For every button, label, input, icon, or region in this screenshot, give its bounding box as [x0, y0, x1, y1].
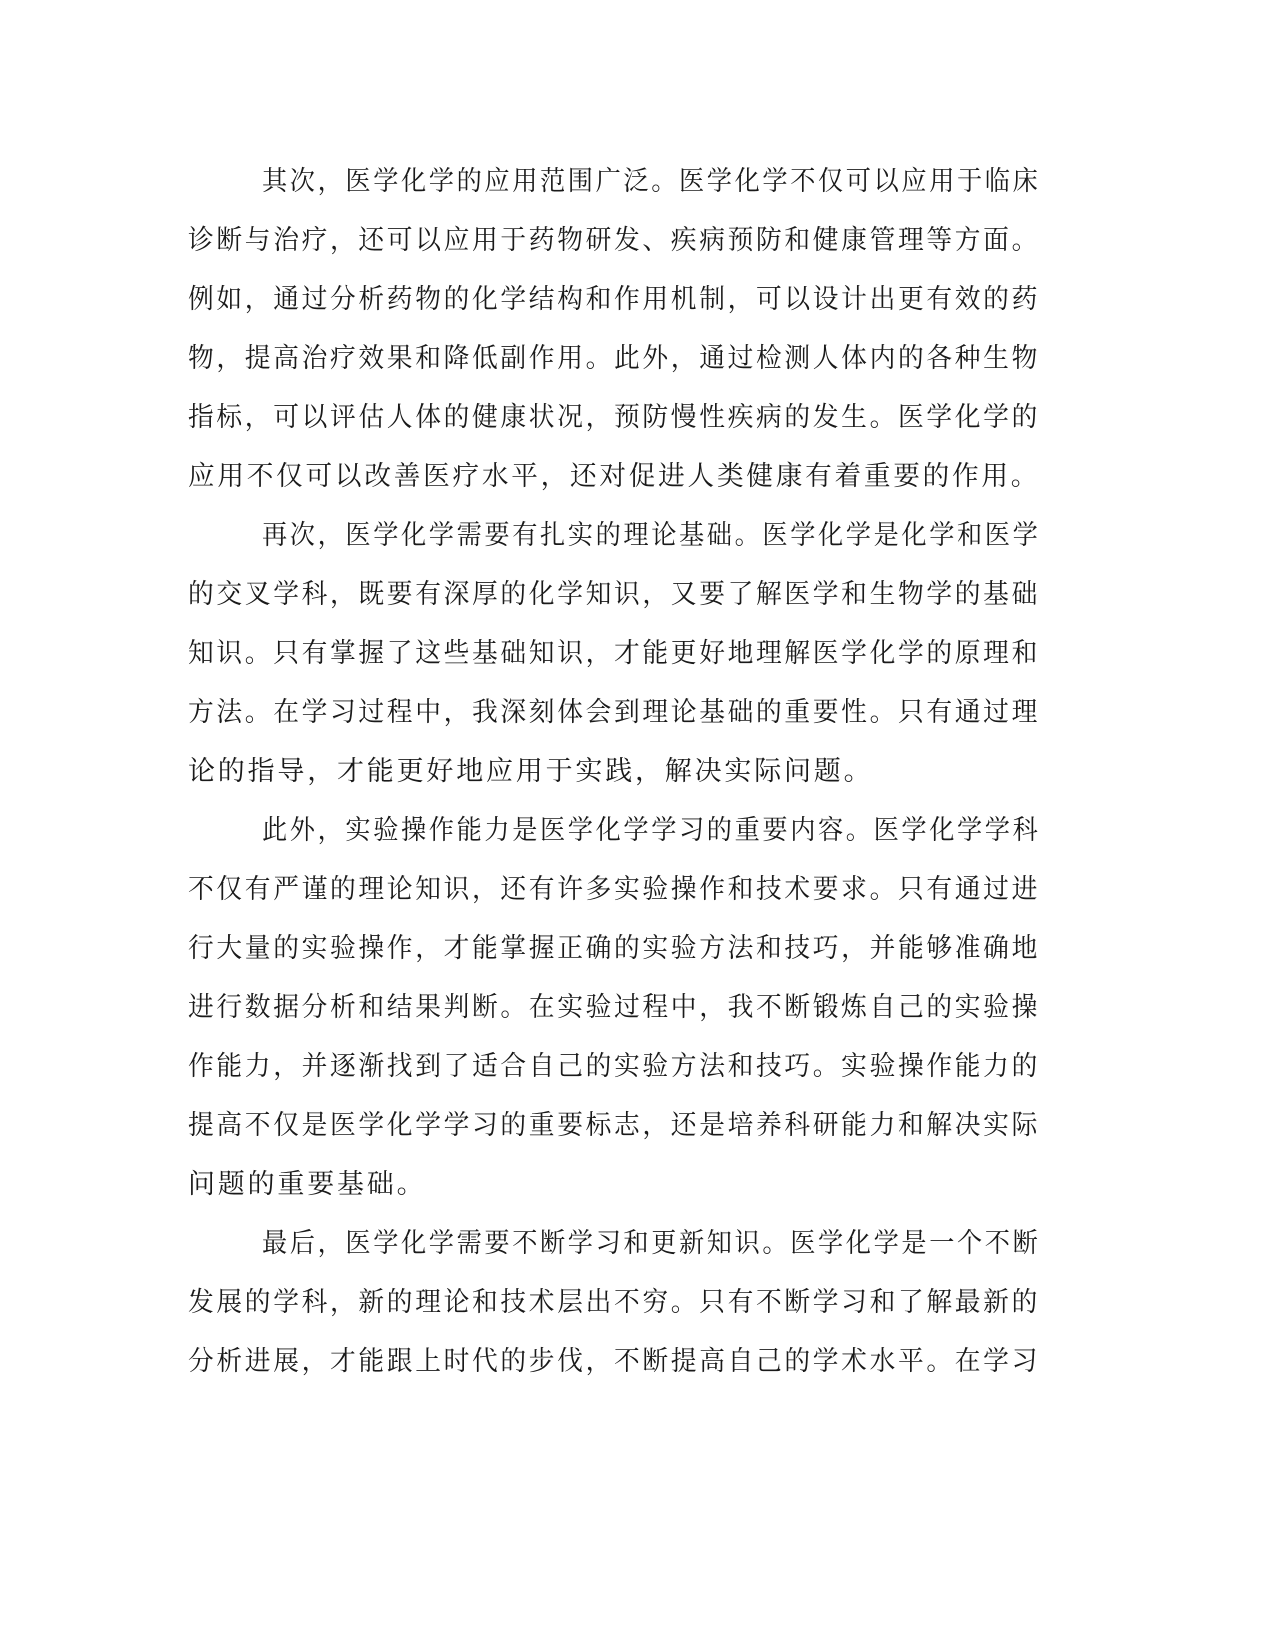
paragraph-1-line-1: 其次，医学化学的应用范围广泛。医学化学不仅可以应用于临床 — [262, 166, 1041, 197]
paragraph-3-line-3: 行大量的实验操作，才能掌握正确的实验方法和技巧，并能够准确地 — [188, 933, 1040, 964]
paragraph-3-line-1: 此外，实验操作能力是医学化学学习的重要内容。医学化学学科 — [262, 815, 1041, 846]
paragraph-1-line-2: 诊断与治疗，还可以应用于药物研发、疾病预防和健康管理等方面。 — [188, 225, 1040, 256]
paragraph-1-line-5: 指标，可以评估人体的健康状况，预防慢性疾病的发生。医学化学的 — [188, 402, 1040, 433]
paragraph-2-line-3: 知识。只有掌握了这些基础知识，才能更好地理解医学化学的原理和 — [188, 638, 1040, 669]
paragraph-4-line-3: 分析进展，才能跟上时代的步伐，不断提高自己的学术水平。在学习 — [188, 1346, 1040, 1377]
paragraph-3-line-2: 不仅有严谨的理论知识，还有许多实验操作和技术要求。只有通过进 — [188, 874, 1040, 905]
paragraph-3-line-5: 作能力，并逐渐找到了适合自己的实验方法和技巧。实验操作能力的 — [188, 1051, 1040, 1082]
paragraph-1-line-4: 物，提高治疗效果和降低副作用。此外，通过检测人体内的各种生物 — [188, 343, 1040, 374]
paragraph-4-line-2: 发展的学科，新的理论和技术层出不穷。只有不断学习和了解最新的 — [188, 1287, 1040, 1318]
paragraph-2-line-4: 方法。在学习过程中，我深刻体会到理论基础的重要性。只有通过理 — [188, 697, 1040, 728]
paragraph-1-line-3: 例如，通过分析药物的化学结构和作用机制，可以设计出更有效的药 — [188, 284, 1040, 315]
paragraph-4-line-1: 最后，医学化学需要不断学习和更新知识。医学化学是一个不断 — [262, 1228, 1041, 1259]
paragraph-3-line-4: 进行数据分析和结果判断。在实验过程中，我不断锻炼自己的实验操 — [188, 992, 1040, 1023]
paragraph-2-line-1: 再次，医学化学需要有扎实的理论基础。医学化学是化学和医学 — [262, 520, 1041, 551]
paragraph-1-line-6: 应用不仅可以改善医疗水平，还对促进人类健康有着重要的作用。 — [188, 461, 1041, 492]
paragraph-2-line-2: 的交叉学科，既要有深厚的化学知识，又要了解医学和生物学的基础 — [188, 579, 1040, 610]
paragraph-3-line-7: 问题的重要基础。 — [188, 1169, 427, 1200]
paragraph-3-line-6: 提高不仅是医学化学学习的重要标志，还是培养科研能力和解决实际 — [188, 1110, 1040, 1141]
paragraph-2-line-5: 论的指导，才能更好地应用于实践，解决实际问题。 — [188, 756, 874, 787]
